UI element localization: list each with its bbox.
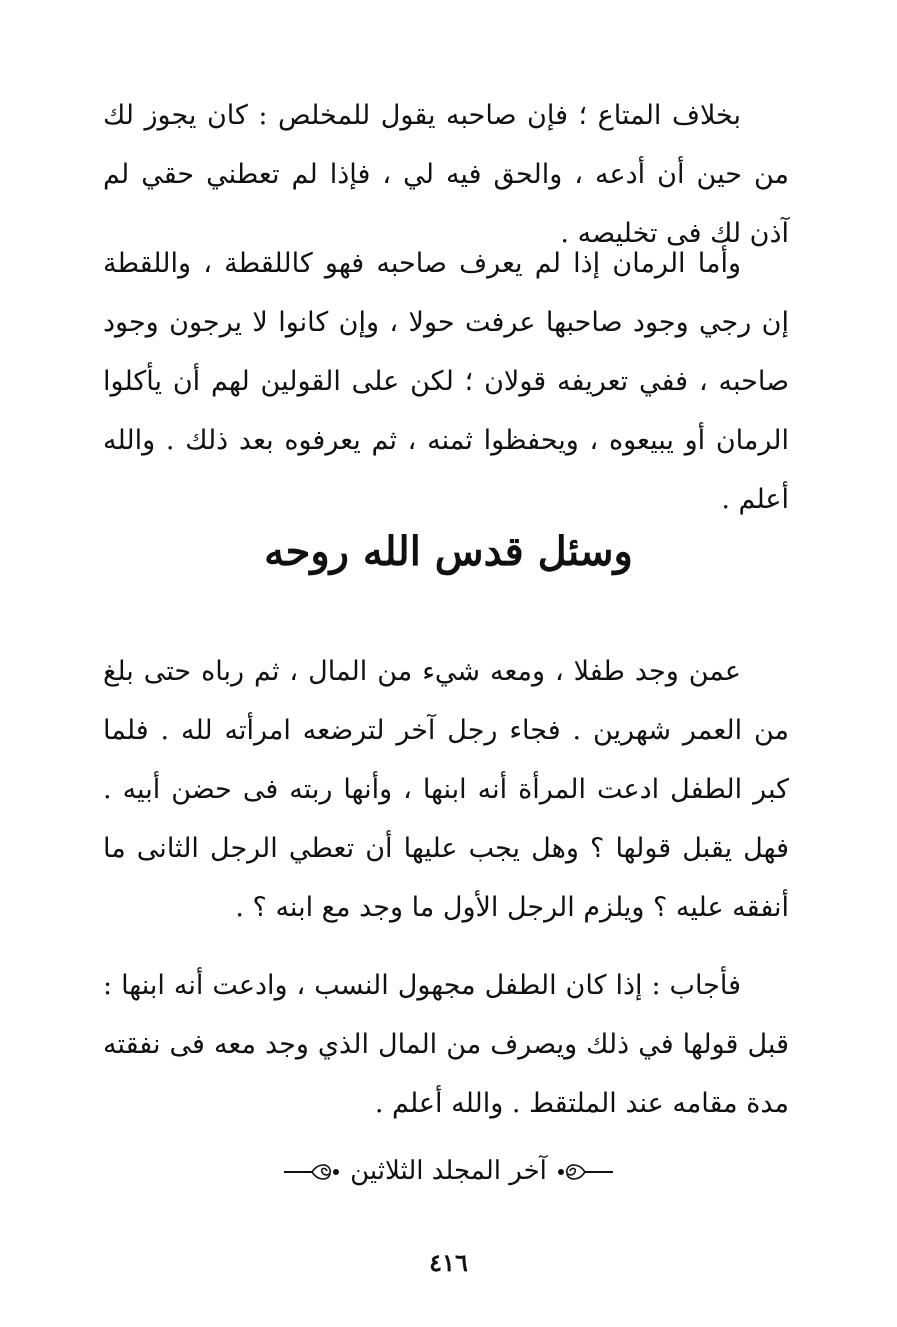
volume-end-colophon — [0, 1156, 897, 1186]
paragraph-continuation: بخلاف المتاع ؛ فإن صاحبه يقول للمخلص : كان يجوز لك من حين أن أدعه ، والحق فيه لي ، فإذا لم تعطني حقي لم آذن لك فى تخليصه . — [103, 100, 789, 249]
colophon-text: آخر المجلد الثلاثين — [350, 1156, 547, 1186]
page-number: ٤١٦ — [429, 1248, 468, 1277]
ornament-left-icon — [282, 1161, 342, 1183]
section-heading: وسئل قدس الله روحه — [264, 528, 633, 575]
paragraph-answer: فأجاب : إذا كان الطفل مجهول النسب ، وادعت أنه ابنها : قبل قولها في ذلك ويصرف من المال الذي وجد معه فى نفقته مدة مقامه عند الملتقط . والله أعلم . — [103, 970, 789, 1119]
ornament-right-icon — [555, 1161, 615, 1183]
paragraph-pomegranate-ruling: وأما الرمان إذا لم يعرف صاحبه فهو كاللقطة ، واللقطة إن رجي وجود صاحبها عرفت حولا ، وإن كانوا لا يرجون وجود صاحبه ، ففي تعريفه قولان ؛ لكن على القولين لهم أن يأكلوا الرمان أو يبيعوه ، ويحفظوا ثمنه ، ثم يعرفوه بعد ذلك . والله أعلم . — [103, 248, 789, 515]
paragraph-question: عمن وجد طفلا ، ومعه شيء من المال ، ثم رباه حتى بلغ من العمر شهرين . فجاء رجل آخر لترضعه امرأته لله . فلما كبر الطفل ادعت المرأة أنه ابنها ، وأنها ربته فى حضن أبيه . فهل يقبل قولها ؟ وهل يجب عليها أن تعطي الرجل الثانى ما أنفقه عليه ؟ ويلزم الرجل الأول ما وجد مع ابنه ؟ . — [103, 656, 789, 923]
